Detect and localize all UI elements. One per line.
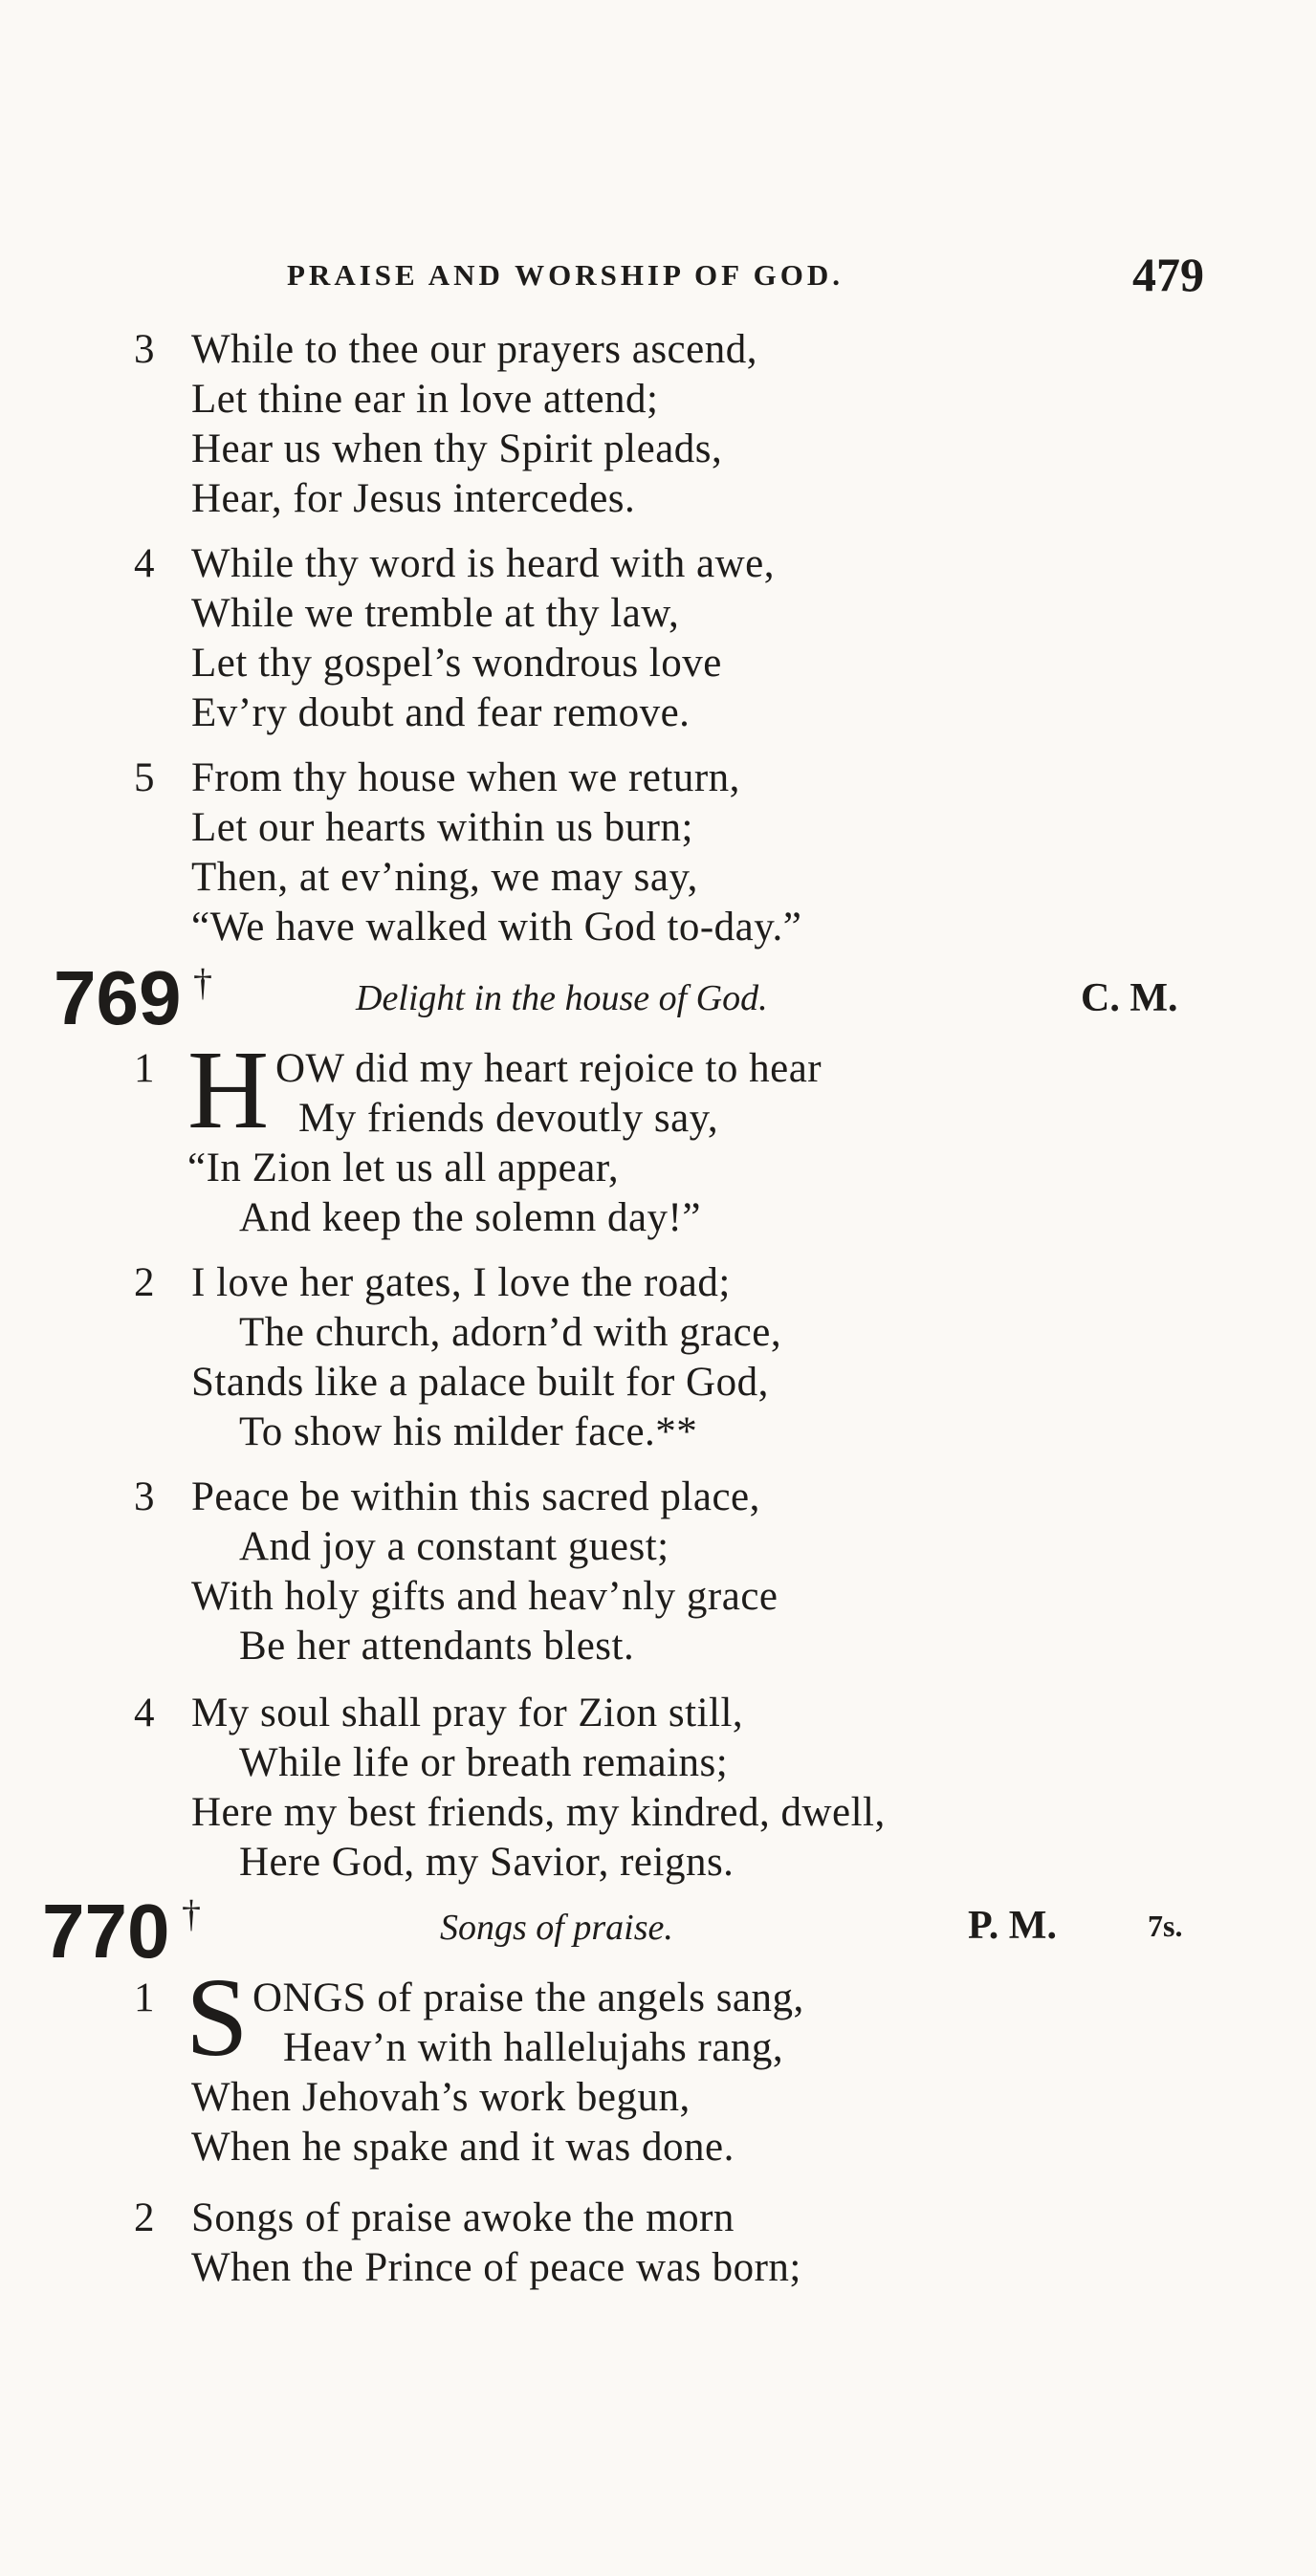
verse-line: And keep the solemn day!” <box>239 1195 701 1240</box>
page-header <box>0 247 1316 314</box>
verse-line: When Jehovah’s work begun, <box>191 2075 691 2120</box>
verse-line: And joy a constant guest; <box>239 1524 669 1569</box>
verse-line: From thy house when we return, <box>191 755 740 800</box>
hymn-title: Delight in the house of God. <box>356 978 768 1018</box>
verse-line: Peace be within this sacred place, <box>191 1474 760 1519</box>
verse-line: ONGS of praise the angels sang, <box>252 1976 804 2020</box>
verse-line: Hear, for Jesus intercedes. <box>191 476 636 521</box>
verse-line: I love her gates, I love the road; <box>191 1260 731 1305</box>
verse-line: Here God, my Savior, reigns. <box>239 1840 735 1885</box>
hymn-title: Songs of praise. <box>440 1908 673 1948</box>
stanza-number: 1 <box>134 1046 155 1091</box>
verse-line: When he spake and it was done. <box>191 2125 735 2170</box>
page-number: 479 <box>1132 248 1204 301</box>
verse-line: Heav’n with hallelujahs rang, <box>283 2025 784 2070</box>
verse-line: To show his milder face.** <box>239 1409 698 1454</box>
verse-line: When the Prince of peace was born; <box>191 2245 801 2290</box>
verse-line: Let thine ear in love attend; <box>191 377 659 422</box>
stanza-number: 4 <box>134 1691 155 1736</box>
stanza-number: 4 <box>134 541 155 586</box>
verse-line: Then, at ev’ning, we may say, <box>191 855 698 900</box>
stanza-number: 5 <box>134 755 155 800</box>
verse-line: My friends devoutly say, <box>298 1096 719 1141</box>
stanza-number: 3 <box>134 327 155 372</box>
verse-line: “In Zion let us all appear, <box>187 1146 620 1190</box>
hymn-number: 769 <box>54 955 182 1040</box>
verse-line: “We have walked with God to-day.” <box>191 905 802 950</box>
verse-line: Songs of praise awoke the morn <box>191 2195 735 2240</box>
verse-line: While we tremble at thy law, <box>191 591 680 636</box>
verse-line: With holy gifts and heav’nly grace <box>191 1574 779 1619</box>
dagger-mark: † <box>193 961 212 1004</box>
stanza-number: 2 <box>134 1260 155 1305</box>
verse-line: Stands like a palace built for God, <box>191 1360 769 1405</box>
hymn-meter: C. M. <box>1081 976 1178 1020</box>
running-title: PRAISE AND WORSHIP OF GOD. <box>287 258 844 292</box>
verse-line: Here my best friends, my kindred, dwell, <box>191 1790 886 1835</box>
verse-line: While life or breath remains; <box>239 1740 729 1785</box>
hymn-meter: P. M. <box>968 1904 1057 1948</box>
drop-cap: H <box>187 1027 270 1152</box>
hymn-number: 770 <box>42 1888 170 1974</box>
drop-cap: S <box>186 1954 249 2080</box>
verse-line: My soul shall pray for Zion still, <box>191 1691 744 1736</box>
stanza-number: 1 <box>134 1976 155 2020</box>
dagger-mark: † <box>182 1892 201 1935</box>
verse-line: While thy word is heard with awe, <box>191 541 775 586</box>
stanza-number: 3 <box>134 1474 155 1519</box>
stanza-number: 2 <box>134 2195 155 2240</box>
verse-line: While to thee our prayers ascend, <box>191 327 757 372</box>
verse-line: Ev’ry doubt and fear remove. <box>191 690 691 735</box>
verse-line: OW did my heart rejoice to hear <box>275 1046 822 1091</box>
verse-line: The church, adorn’d with grace, <box>239 1310 782 1355</box>
verse-line: Be her attendants blest. <box>239 1624 635 1669</box>
verse-line: Let our hearts within us burn; <box>191 805 693 850</box>
verse-line: Let thy gospel’s wondrous love <box>191 641 722 686</box>
verse-line: Hear us when thy Spirit pleads, <box>191 426 723 471</box>
hymn-tune: 7s. <box>1148 1909 1183 1943</box>
